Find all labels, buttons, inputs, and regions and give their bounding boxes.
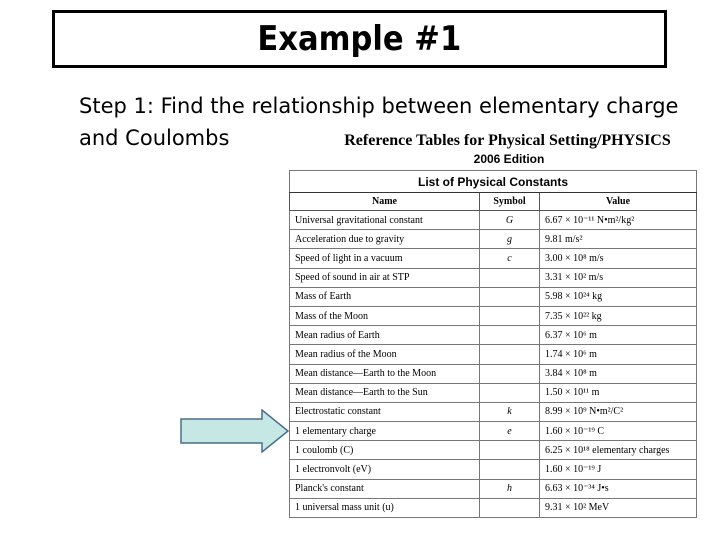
table-row <box>290 498 697 517</box>
constant-symbol: h <box>480 479 540 498</box>
constant-name: 1 universal mass unit (u) <box>290 498 480 517</box>
table-title-row <box>290 171 697 193</box>
table-row <box>290 306 697 325</box>
constant-symbol <box>480 345 540 364</box>
arrow-shape <box>181 410 288 452</box>
constant-symbol: G <box>480 211 540 230</box>
constant-value: 7.35 × 10²² kg <box>540 306 697 325</box>
constant-name: Mean radius of the Moon <box>290 345 480 364</box>
table-row <box>290 441 697 460</box>
constant-value: 3.84 × 10⁸ m <box>540 364 697 383</box>
constant-value: 9.31 × 10² MeV <box>540 498 697 517</box>
slide-title: Example #1 <box>257 19 462 59</box>
constant-name: Mean distance—Earth to the Moon <box>290 364 480 383</box>
constant-value: 6.63 × 10⁻³⁴ J•s <box>540 479 697 498</box>
constant-name: Electrostatic constant <box>290 402 480 421</box>
slide-title-box <box>52 10 667 68</box>
step-instruction: Step 1: Find the relationship between elementary charge and Coulombs <box>79 94 679 150</box>
constant-symbol <box>480 306 540 325</box>
constant-value: 5.98 × 10²⁴ kg <box>540 287 697 306</box>
table-row <box>290 383 697 402</box>
table-row <box>290 479 697 498</box>
constant-symbol <box>480 364 540 383</box>
constant-name: 1 elementary charge <box>290 422 480 441</box>
table-title: List of Physical Constants <box>290 171 697 193</box>
table-row <box>290 326 697 345</box>
constant-symbol: e <box>480 422 540 441</box>
constant-name: Acceleration due to gravity <box>290 230 480 249</box>
constant-name: Universal gravitational constant <box>290 211 480 230</box>
column-header-value: Value <box>540 193 697 211</box>
constant-symbol <box>480 460 540 479</box>
constant-name: Mean radius of Earth <box>290 326 480 345</box>
constant-symbol <box>480 383 540 402</box>
table-row <box>290 230 697 249</box>
column-header-symbol: Symbol <box>480 193 540 211</box>
constant-value: 6.25 × 10¹⁸ elementary charges <box>540 441 697 460</box>
constant-value: 3.31 × 10² m/s <box>540 268 697 287</box>
constant-symbol: k <box>480 402 540 421</box>
table-row <box>290 345 697 364</box>
table-row <box>290 460 697 479</box>
constant-symbol <box>480 268 540 287</box>
constant-name: Speed of sound in air at STP <box>290 268 480 287</box>
reference-header: Reference Tables for Physical Setting/PHYSICS <box>344 132 671 149</box>
constant-value: 6.67 × 10⁻¹¹ N•m²/kg² <box>540 211 697 230</box>
constant-value: 9.81 m/s² <box>540 230 697 249</box>
constant-value: 3.00 × 10⁸ m/s <box>540 249 697 268</box>
constant-name: Speed of light in a vacuum <box>290 249 480 268</box>
table-row <box>290 211 697 230</box>
constant-value: 6.37 × 10⁶ m <box>540 326 697 345</box>
table-row <box>290 268 697 287</box>
constant-value: 1.60 × 10⁻¹⁹ J <box>540 460 697 479</box>
table-header-row <box>290 193 697 211</box>
constant-value: 8.99 × 10⁹ N•m²/C² <box>540 402 697 421</box>
constant-name: 1 electronvolt (eV) <box>290 460 480 479</box>
table-row <box>290 249 697 268</box>
constant-symbol <box>480 441 540 460</box>
column-header-name: Name <box>290 193 480 211</box>
table-row <box>290 402 697 421</box>
reference-edition: 2006 Edition <box>473 152 545 166</box>
table-row <box>290 422 697 441</box>
constant-symbol <box>480 326 540 345</box>
table-row <box>290 364 697 383</box>
constant-symbol <box>480 287 540 306</box>
constant-name: Mass of the Moon <box>290 306 480 325</box>
constant-symbol <box>480 498 540 517</box>
constant-value: 1.60 × 10⁻¹⁹ C <box>540 422 697 441</box>
constant-symbol: g <box>480 230 540 249</box>
table-row <box>290 287 697 306</box>
constant-name: Planck's constant <box>290 479 480 498</box>
constant-symbol: c <box>480 249 540 268</box>
right-arrow-icon <box>180 409 290 453</box>
reference-table-image <box>279 132 700 527</box>
constant-value: 1.74 × 10⁶ m <box>540 345 697 364</box>
constant-name: 1 coulomb (C) <box>290 441 480 460</box>
constant-value: 1.50 × 10¹¹ m <box>540 383 697 402</box>
constant-name: Mass of Earth <box>290 287 480 306</box>
physical-constants-table <box>289 170 697 518</box>
constant-name: Mean distance—Earth to the Sun <box>290 383 480 402</box>
